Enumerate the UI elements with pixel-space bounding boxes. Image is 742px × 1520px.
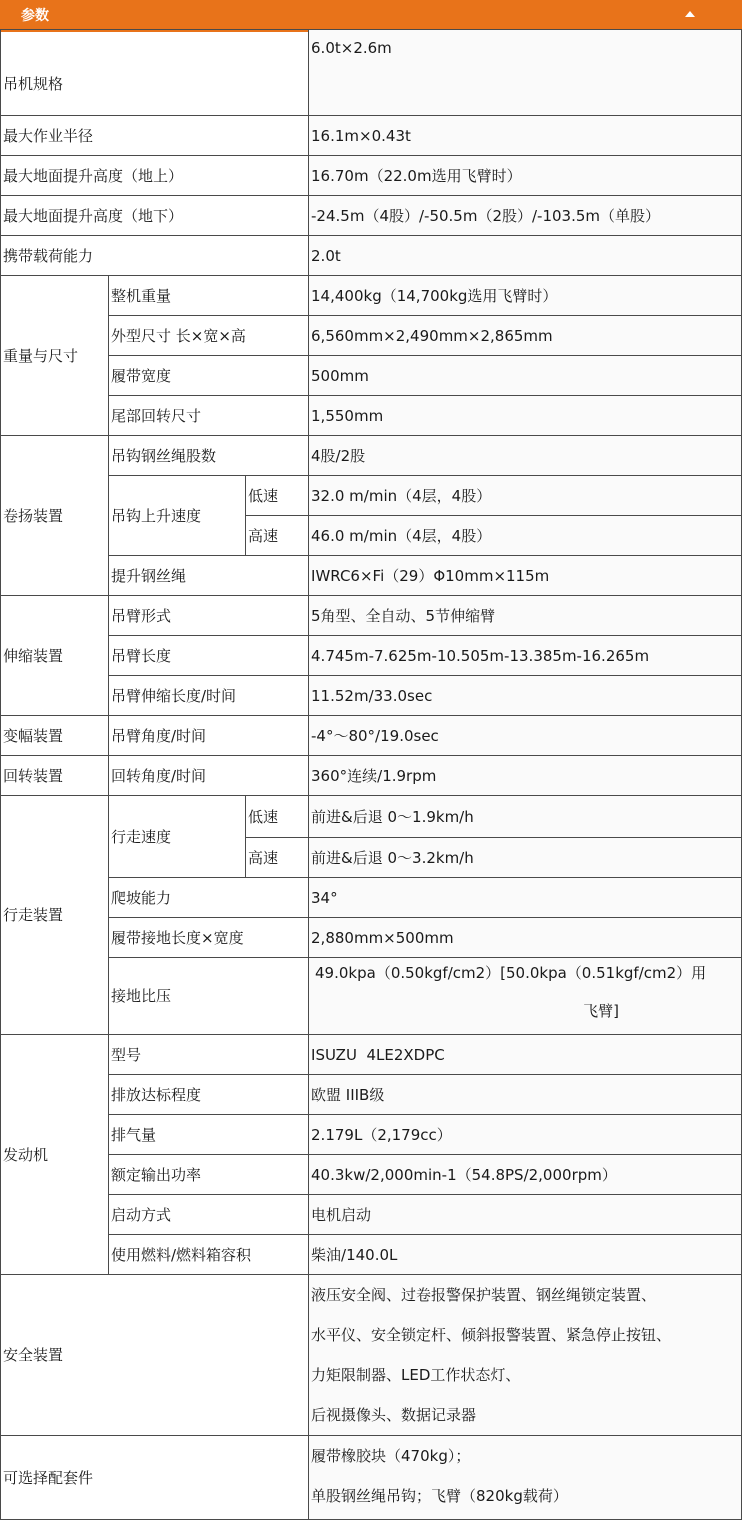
row-label: 吊钩钢丝绳股数 — [109, 436, 309, 476]
row-label: 排放达标程度 — [109, 1075, 309, 1115]
row-label: 吊臂长度 — [109, 636, 309, 676]
group-label: 回转装置 — [1, 756, 109, 796]
row-label: 提升钢丝绳 — [109, 556, 309, 596]
group-label: 行走装置 — [1, 796, 109, 1035]
value-line: 力矩限制器、LED工作状态灯、 — [311, 1366, 521, 1384]
row-value: 360°连续/1.9rpm — [309, 756, 742, 796]
table-row — [1, 1115, 742, 1155]
row-value: 40.3kw/2,000min-1（54.8PS/2,000rpm） — [309, 1155, 742, 1195]
row-label: 外型尺寸 长×宽×高 — [109, 316, 309, 356]
sub-label: 低速 — [246, 476, 309, 516]
table-row — [1, 276, 742, 316]
table-row — [1, 676, 742, 716]
row-label: 回转角度/时间 — [109, 756, 309, 796]
table-row — [1, 1275, 742, 1436]
table-row — [1, 196, 742, 236]
row-value — [309, 958, 742, 1035]
table-row — [1, 958, 742, 1035]
row-value: 32.0 m/min（4层，4股） — [309, 476, 742, 516]
row-value: 34° — [309, 878, 742, 918]
row-value: 电机启动 — [309, 1195, 742, 1235]
table-row — [1, 918, 742, 958]
table-row — [1, 1075, 742, 1115]
sub-label: 低速 — [246, 796, 309, 838]
table-row — [1, 716, 742, 756]
table-row — [1, 878, 742, 918]
sub-label: 高速 — [246, 838, 309, 878]
table-row — [1, 396, 742, 436]
table-row — [1, 636, 742, 676]
row-value — [309, 1275, 742, 1436]
row-label: 吊臂角度/时间 — [109, 716, 309, 756]
row-label: 使用燃料/燃料箱容积 — [109, 1235, 309, 1275]
row-label: 额定输出功率 — [109, 1155, 309, 1195]
spec-table — [0, 29, 742, 1520]
row-value: 2,880mm×500mm — [309, 918, 742, 958]
value-line: 49.0kpa（0.50kgf/cm2）[50.0kpa（0.51kgf/cm2）用 — [315, 964, 707, 982]
row-label: 吊钩上升速度 — [109, 476, 246, 556]
value-line: 后视摄像头、数据记录器 — [311, 1406, 477, 1424]
value-line: 单股钢丝绳吊钩；飞臂（820kg载荷） — [311, 1487, 568, 1505]
row-label: 爬坡能力 — [109, 878, 309, 918]
row-label: 排气量 — [109, 1115, 309, 1155]
group-label: 重量与尺寸 — [1, 276, 109, 436]
value-line: 水平仪、安全锁定杆、倾斜报警装置、紧急停止按钮、 — [311, 1326, 672, 1344]
value-line: 液压安全阀、过卷报警保护装置、钢丝绳锁定装置、 — [311, 1286, 657, 1304]
section-header[interactable] — [0, 0, 742, 32]
row-value: -4°～80°/19.0sec — [309, 716, 742, 756]
row-value: 4.745m-7.625m-10.505m-13.385m-16.265m — [309, 636, 742, 676]
row-label: 型号 — [109, 1035, 309, 1075]
table-row — [1, 1436, 742, 1520]
row-label: 最大地面提升高度（地下） — [1, 196, 309, 236]
section-title: 参数 — [21, 8, 49, 24]
group-label: 伸缩装置 — [1, 596, 109, 716]
table-row — [1, 796, 742, 838]
sub-label: 高速 — [246, 516, 309, 556]
table-row — [1, 556, 742, 596]
row-label: 履带接地长度×宽度 — [109, 918, 309, 958]
row-label: 行走速度 — [109, 796, 246, 878]
row-value: 前进&后退 0～3.2km/h — [309, 838, 742, 878]
row-value: 16.1m×0.43t — [309, 116, 742, 156]
row-value: -24.5m（4股）/-50.5m（2股）/-103.5m（单股） — [309, 196, 742, 236]
row-value: 11.52m/33.0sec — [309, 676, 742, 716]
table-row — [1, 356, 742, 396]
table-row — [1, 1235, 742, 1275]
group-label: 卷扬装置 — [1, 436, 109, 596]
value-line: 飞臂] — [583, 1002, 619, 1020]
row-label: 尾部回转尺寸 — [109, 396, 309, 436]
row-label: 整机重量 — [109, 276, 309, 316]
table-row — [1, 1195, 742, 1235]
row-value — [309, 1436, 742, 1520]
row-value: 16.70m（22.0m选用飞臂时） — [309, 156, 742, 196]
row-label: 吊机规格 — [1, 30, 309, 116]
table-row — [1, 30, 742, 116]
table-row — [1, 596, 742, 636]
value-line: 履带橡胶块（470kg）； — [311, 1447, 471, 1465]
row-value: 500mm — [309, 356, 742, 396]
table-row — [1, 1155, 742, 1195]
row-label: 履带宽度 — [109, 356, 309, 396]
table-row — [1, 236, 742, 276]
row-label: 可选择配套件 — [1, 1436, 309, 1520]
row-value: 5角型、全自动、5节伸缩臂 — [309, 596, 742, 636]
row-value: 4股/2股 — [309, 436, 742, 476]
row-value: 2.0t — [309, 236, 742, 276]
row-value: 柴油/140.0L — [309, 1235, 742, 1275]
row-value: ISUZU 4LE2XDPC — [309, 1035, 742, 1075]
row-label: 吊臂形式 — [109, 596, 309, 636]
row-label: 最大作业半径 — [1, 116, 309, 156]
row-label: 安全装置 — [1, 1275, 309, 1436]
row-value: 14,400kg（14,700kg选用飞臂时） — [309, 276, 742, 316]
row-value: 6,560mm×2,490mm×2,865mm — [309, 316, 742, 356]
group-label: 变幅装置 — [1, 716, 109, 756]
table-row — [1, 116, 742, 156]
row-value: 6.0t×2.6m — [309, 30, 742, 116]
group-label: 发动机 — [1, 1035, 109, 1275]
table-row — [1, 316, 742, 356]
row-label: 接地比压 — [109, 958, 309, 1035]
row-label: 携带载荷能力 — [1, 236, 309, 276]
row-value: 前进&后退 0～1.9km/h — [309, 796, 742, 838]
row-value: 1,550mm — [309, 396, 742, 436]
row-label: 最大地面提升高度（地上） — [1, 156, 309, 196]
row-value: 46.0 m/min（4层，4股） — [309, 516, 742, 556]
row-label: 启动方式 — [109, 1195, 309, 1235]
caret-up-icon[interactable] — [685, 11, 695, 17]
table-row — [1, 436, 742, 476]
table-row — [1, 476, 742, 516]
row-value: IWRC6×Fi（29）Φ10mm×115m — [309, 556, 742, 596]
row-label: 吊臂伸缩长度/时间 — [109, 676, 309, 716]
table-row — [1, 1035, 742, 1075]
row-value: 欧盟 IIIB级 — [309, 1075, 742, 1115]
table-row — [1, 156, 742, 196]
row-value: 2.179L（2,179cc） — [309, 1115, 742, 1155]
table-row — [1, 756, 742, 796]
